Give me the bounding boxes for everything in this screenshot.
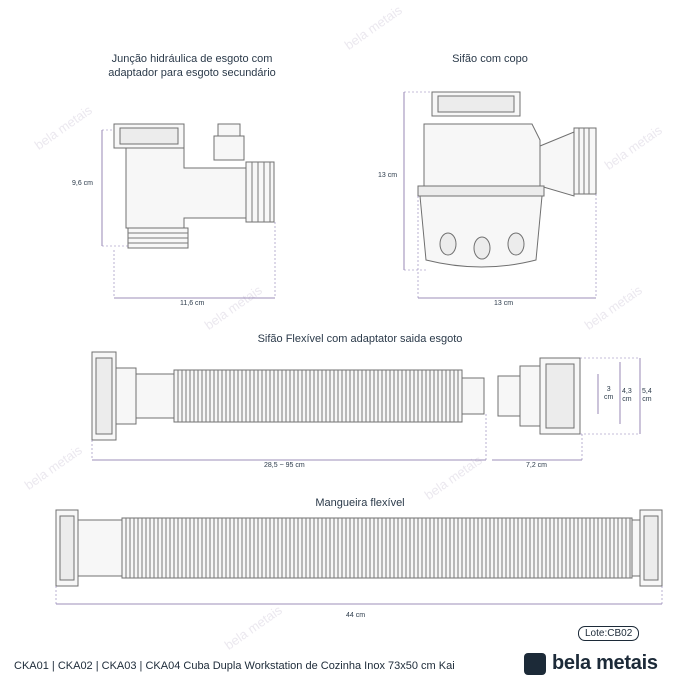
juncao-title: [92, 52, 292, 80]
juncao-width-label: 11,6 cm: [180, 300, 205, 307]
lote-badge: Lote:CB02: [578, 626, 639, 641]
copo-outlet-elbow: [540, 132, 574, 196]
watermark-text: bela metais: [21, 442, 85, 493]
sifao-flexivel-title: Sifão Flexível com adaptator saida esgoto: [257, 333, 463, 345]
copo-cup-slot: [440, 233, 456, 255]
juncao-height-label: 9,6 cm: [72, 180, 94, 187]
adapter-d1-label: [604, 386, 613, 402]
adapter-d1-unit: cm: [604, 394, 614, 401]
copo-outlet-thread: [574, 128, 596, 194]
copo-ring: [418, 186, 544, 196]
mangueira-title: Mangueira flexível: [315, 497, 405, 509]
product-description: CKA01 | CKA02 | CKA03 | CKA04 Cuba Dupla Workstation de Cozinha Inox 73x50 cm Kai: [14, 660, 455, 672]
mangueira-drawing: [56, 510, 662, 604]
brand-name: bela metais: [552, 652, 658, 674]
flex-left-collar: [116, 368, 136, 424]
juncao-title-line1: Junção hidráulica de esgoto com: [111, 53, 273, 65]
adapter-d2-unit: cm: [622, 396, 632, 403]
adapter-nut-inner: [546, 364, 574, 428]
adapter-d1-value: 3: [606, 386, 611, 393]
bela-metais-logo-icon: [524, 653, 546, 675]
juncao-secondary-body: [214, 136, 244, 160]
watermark-text: bela metais: [341, 2, 405, 53]
watermark-text: bela metais: [221, 602, 285, 653]
juncao-drawing: [102, 124, 275, 298]
mangueira-right-fitting: [632, 520, 640, 576]
watermark-text: bela metais: [601, 122, 665, 173]
juncao-top-nut-inner: [120, 128, 178, 144]
copo-width-label: 13 cm: [494, 300, 514, 307]
copo-cup-slot: [474, 237, 490, 259]
sifao-copo-drawing: [404, 92, 596, 298]
mangueira-length-label: 44 cm: [346, 612, 366, 619]
juncao-secondary-inlet: [218, 124, 240, 136]
sifao-copo-title: Sifão com copo: [452, 53, 528, 65]
copo-top-nut-inner: [438, 96, 514, 112]
brand-logo: [524, 652, 658, 675]
watermark-text: bela metais: [421, 452, 485, 503]
flex-left-nut-inner: [96, 358, 112, 434]
adapter-d3-unit: cm: [642, 396, 652, 403]
adapter-d3-label: [642, 388, 652, 404]
copo-height-label: 13 cm: [378, 172, 398, 179]
watermark-text: bela metais: [201, 282, 265, 333]
mangueira-hose-ribs: [126, 518, 630, 578]
adapter-d2-label: [622, 388, 632, 404]
flex-length-label: 28,5 ~ 95 cm: [264, 462, 305, 469]
mangueira-left-nut-inner: [60, 516, 74, 580]
copo-cup-slot: [508, 233, 524, 255]
adapter-collar: [520, 366, 540, 426]
flex-left-tube: [136, 374, 174, 418]
watermark-text: bela metais: [581, 282, 645, 333]
sifao-flexivel-drawing: [92, 352, 640, 460]
mangueira-right-nut-inner: [644, 516, 658, 580]
adapter-d2-value: 4,3: [622, 388, 632, 395]
adapter-length-label: 7,2 cm: [526, 462, 548, 469]
copo-upper-body: [424, 124, 540, 186]
juncao-title-line2: adaptador para esgoto secundário: [108, 67, 276, 79]
adapter-left-tube: [498, 376, 520, 416]
flex-right-tube: [462, 378, 484, 414]
adapter-d3-value: 5,4: [642, 388, 652, 395]
watermark-text: bela metais: [31, 102, 95, 153]
mangueira-left-fitting: [78, 520, 122, 576]
